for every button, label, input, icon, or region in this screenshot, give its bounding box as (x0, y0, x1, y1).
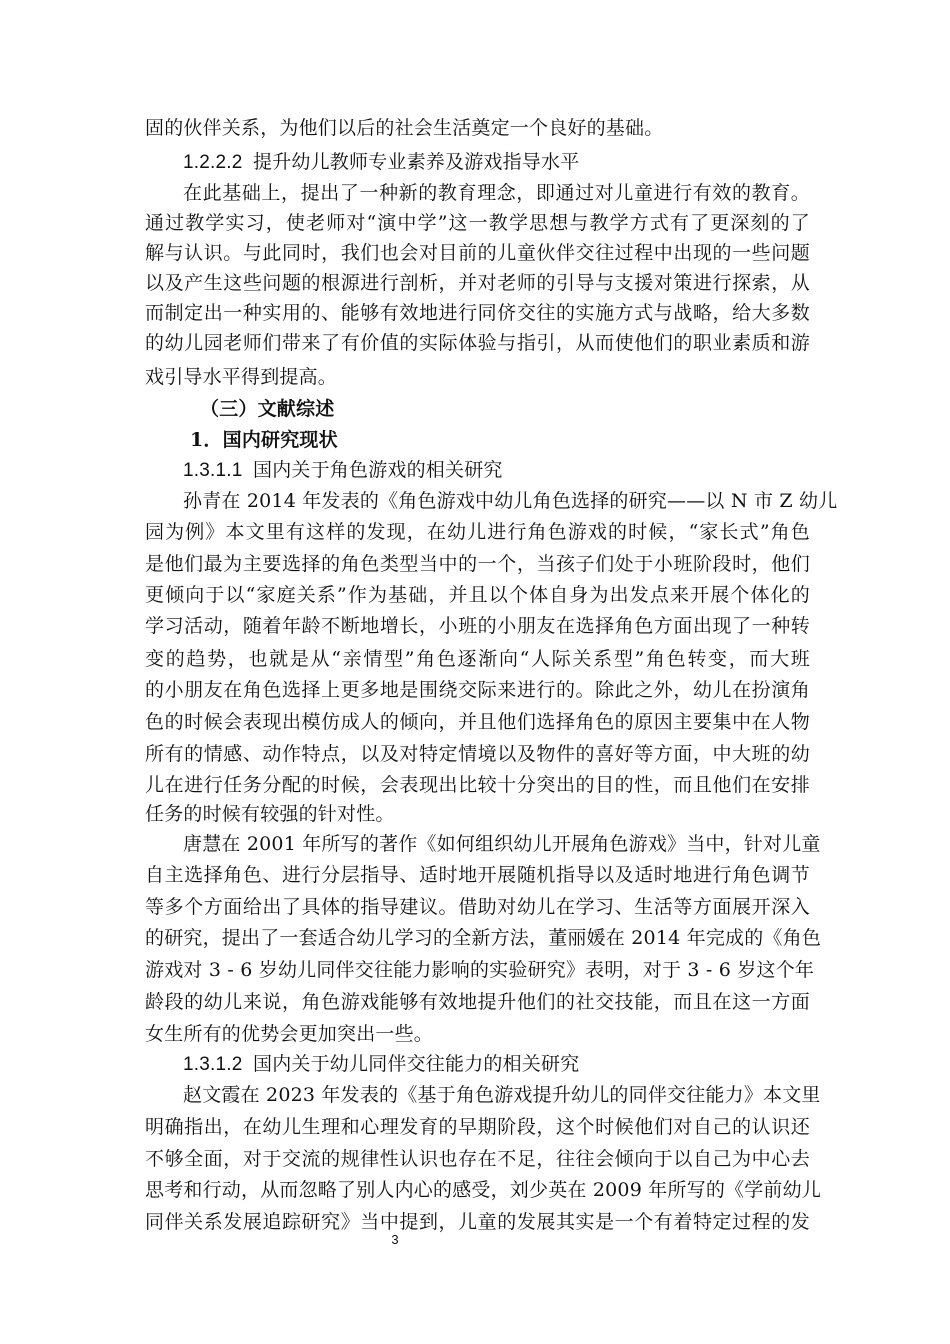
paragraph-line: 等多个方面给出了具体的指导建议。借助对幼儿在学习、生活等方面展开深入 (145, 896, 810, 918)
paragraph-line: 所有的情感、动作特点，以及对特定情境以及物件的喜好等方面，中大班的幼 (145, 743, 810, 765)
subsection-number: 1.2.2.2 (183, 152, 243, 173)
paragraph-line: 而制定出一种实用的、能够有效地进行同侪交往的实施方式与战略，给大多数 (145, 302, 810, 324)
subsection-title: 国内关于角色游戏的相关研究 (253, 459, 503, 481)
paragraph-line: 赵文霞在 2023 年发表的《基于角色游戏提升幼儿的同伴交往能力》本文里 (183, 1084, 821, 1106)
subsection-heading-1-3-1-1 (183, 453, 783, 488)
paragraph-line: 自主选择角色、进行分层指导、适时地开展随机指导以及适时地进行角色调节 (145, 864, 810, 886)
paragraph-line: 以及产生这些问题的根源进行剖析，并对老师的引导与支援对策进行探索，从 (145, 272, 810, 294)
paragraph-line: 在此基础上，提出了一种新的教育理念，即通过对儿童进行有效的教育。 (183, 182, 810, 204)
paragraph-line: 儿在进行任务分配的时候，会表现出比较十分突出的目的性，而且他们在安排 (145, 774, 810, 796)
subsection-number: 1.3.1.2 (183, 1054, 243, 1075)
paragraph-line: 戏引导水平得到提高。 (145, 366, 338, 388)
paragraph-line: 解与认识。与此同时，我们也会对目前的儿童伙伴交往过程中出现的一些问题 (145, 242, 810, 264)
subsection-heading-1-2-2-2 (183, 145, 783, 180)
paragraph-line: 通过教学实习，使老师对“演中学”这一教学思想与教学方式有了更深刻的了 (145, 212, 810, 234)
subsection-title: 国内关于幼儿同伴交往能力的相关研究 (253, 1053, 580, 1075)
paragraph-line: 学习活动，随着年龄不断地增长，小班的小朋友在选择角色方面出现了一种转 (145, 615, 810, 637)
paragraph-line: 游戏对 3 - 6 岁幼儿同伴交往能力影响的实验研究》表明，对于 3 - 6 岁这个年 (145, 959, 815, 981)
paragraph-line: 色的时候会表现出模仿成人的倾向，并且他们选择角色的原因主要集中在人物 (145, 711, 810, 733)
subsection-number: 1.3.1.1 (183, 460, 243, 481)
page-number: 3 (391, 1232, 399, 1247)
subsection-heading-1-3-1-2 (183, 1047, 783, 1082)
paragraph-line: 思考和行动，从而忽略了别人内心的感受，刘少英在 2009 年所写的《学前幼儿 (145, 1179, 822, 1201)
paragraph-line: 孙青在 2014 年发表的《角色游戏中幼儿角色选择的研究——以 N 市 Z 幼儿 (183, 490, 838, 512)
paragraph-line: 园为例》本文里有这样的发现，在幼儿进行角色游戏的时候，“家长式”角色 (145, 521, 810, 543)
section-heading-literature-review: （三）文献综述 (200, 398, 335, 420)
paragraph-line: 是他们最为主要选择的角色类型当中的一个，当孩子们处于小班阶段时，他们 (145, 553, 810, 575)
paragraph-line: 不够全面，对于交流的规律性认识也存在不足，往往会倾向于以自己为中心去 (145, 1148, 810, 1170)
paragraph-line: 龄段的幼儿来说，角色游戏能够有效地提升他们的社交技能，而且在这一方面 (145, 991, 810, 1013)
paragraph-line: 明确指出，在幼儿生理和心理发育的早期阶段，这个时候他们对自己的认识还 (145, 1116, 810, 1138)
paragraph-line: 女生所有的优势会更加突出一些。 (145, 1023, 434, 1045)
paragraph-line: 固的伙伴关系，为他们以后的社会生活奠定一个良好的基础。 (145, 117, 664, 139)
section-heading-domestic-research: 1．国内研究现状 (190, 429, 338, 451)
paragraph-line: 的小朋友在角色选择上更多地是围绕交际来进行的。除此之外，幼儿在扮演角 (145, 679, 810, 701)
paragraph-line: 的研究，提出了一套适合幼儿学习的全新方法，董丽媛在 2014 年完成的《角色 (145, 927, 822, 949)
paragraph-line: 变的趋势，也就是从“亲情型”角色逐渐向“人际关系型”角色转变，而大班 (145, 648, 810, 670)
paragraph-line: 同伴关系发展追踪研究》当中提到，儿童的发展其实是一个有着特定过程的发 (145, 1211, 810, 1233)
paragraph-line: 任务的时候有较强的针对性。 (145, 803, 395, 825)
subsection-title: 提升幼儿教师专业素养及游戏指导水平 (253, 151, 580, 173)
paragraph-line: 唐慧在 2001 年所写的著作《如何组织幼儿开展角色游戏》当中，针对儿童 (183, 833, 821, 855)
paragraph-line: 的幼儿园老师们带来了有价值的实际体验与指引，从而使他们的职业素质和游 (145, 332, 810, 354)
paragraph-line: 更倾向于以“家庭关系”作为基础，并且以个体自身为出发点来开展个体化的 (145, 584, 810, 606)
